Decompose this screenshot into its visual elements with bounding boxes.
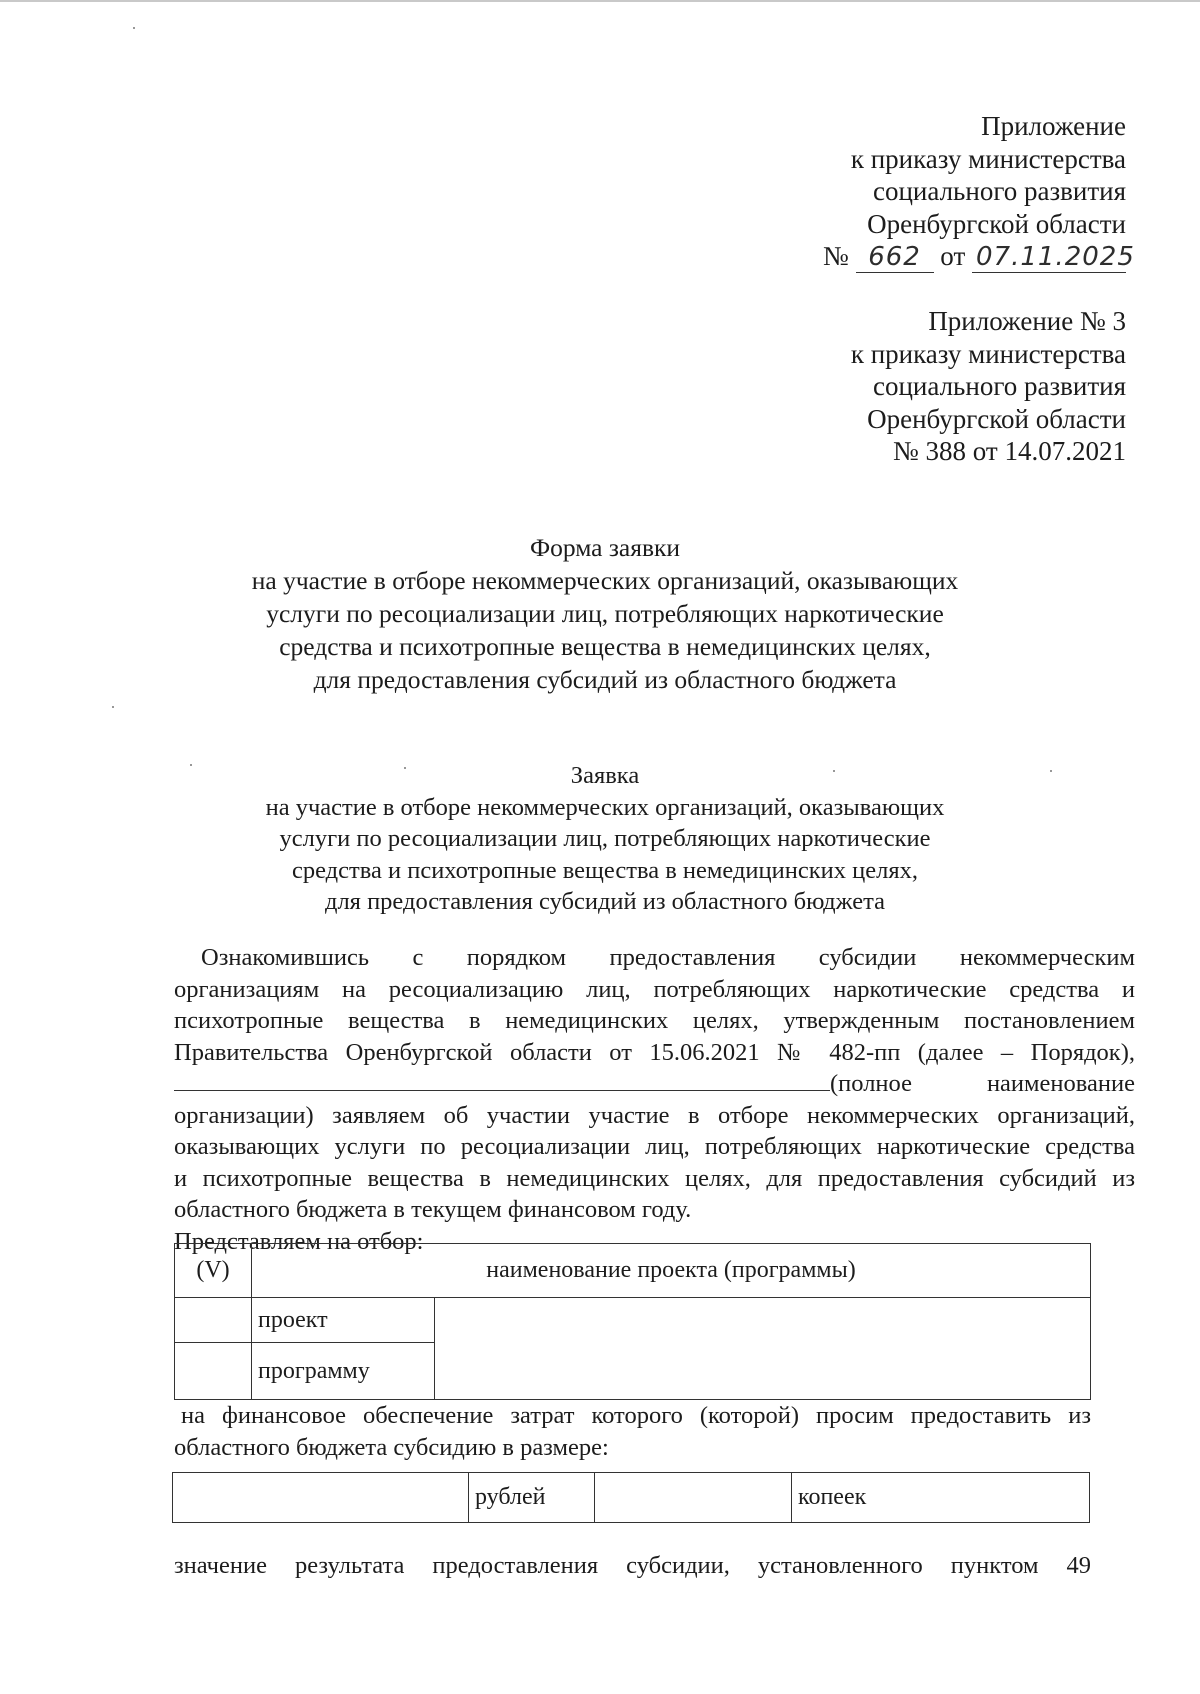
body-line: Ознакомившись с порядком предоставления субсидии некоммерческим — [201, 944, 1135, 971]
rubles-label: рублей — [469, 1473, 595, 1523]
appendix-title: Приложение № 3 — [928, 306, 1126, 336]
application-title-line: средства и психотропные вещества в немедицинских целях, — [292, 856, 918, 884]
project-table — [174, 1243, 1091, 1400]
scan-top-edge — [0, 0, 1200, 2]
appendix-current — [823, 110, 1135, 273]
body-line: организации) заявляем об участии участие в отборе некоммерческих организаций, — [174, 1101, 1135, 1129]
form-title-line: услуги по ресоциализации лиц, потребляющих наркотические — [266, 599, 944, 628]
application-title-line: для предоставления субсидий из областного бюджета — [324, 888, 885, 915]
scan-speck — [833, 770, 835, 772]
appendix-order-line: к приказу министерства — [850, 143, 1126, 174]
application-body — [174, 942, 1135, 1257]
appendix-title: Приложение — [981, 111, 1126, 141]
form-title-line: для предоставления субсидий из областного бюджета — [313, 665, 897, 694]
body-line: оказывающих услуги по ресоциализации лиц, потребляющих наркотические средства — [174, 1133, 1135, 1160]
form-title-line: средства и психотропные вещества в немедицинских целях, — [279, 632, 931, 661]
table-row — [175, 1298, 1091, 1343]
amount-table — [172, 1472, 1090, 1523]
appendix-ministry-line: социального развития — [872, 176, 1126, 206]
body-line: значение результата предоставления субсидии, установленного пунктом 49 — [174, 1552, 1091, 1579]
body-line: организациям на ресоциализацию лиц, потребляющих наркотические средства и — [174, 975, 1135, 1003]
appendix-order-line: к приказу министерства — [850, 338, 1126, 369]
check-column-header: (V) — [175, 1244, 252, 1298]
body-line: и психотропные вещества в немедицинских целях, для предоставления субсидий из — [174, 1164, 1135, 1192]
organization-name-blank[interactable] — [174, 1068, 830, 1091]
application-title-heading: Заявка — [570, 762, 640, 789]
rubles-amount-cell[interactable] — [173, 1473, 469, 1523]
body-line: Правительства Оренбургской области от 15.06.2021 № 482-пп (далее – Порядок), — [174, 1038, 1135, 1066]
application-title-line: услуги по ресоциализации лиц, потребляющих наркотические — [279, 825, 931, 852]
name-column-header: наименование проекта (программы) — [252, 1244, 1091, 1298]
application-title — [150, 760, 1060, 918]
handwritten-order-date: 07.11.2025 — [972, 242, 1126, 273]
number-sign: № — [823, 241, 849, 271]
project-name-cell[interactable] — [435, 1298, 1091, 1400]
organization-name-line — [174, 1068, 1135, 1100]
organization-name-hint: (полное наименование — [830, 1070, 1135, 1097]
scan-speck — [190, 764, 192, 766]
appendix-region-line: Оренбургской области — [867, 208, 1126, 239]
amount-row — [173, 1473, 1090, 1523]
project-label-cell: проект — [252, 1298, 435, 1343]
program-check-cell[interactable] — [175, 1343, 252, 1400]
body-line: психотропные вещества в немедицинских целях, утвержденным постановлением — [174, 1007, 1135, 1034]
scan-speck — [133, 27, 135, 29]
date-prefix: от — [940, 241, 966, 271]
scan-speck — [1050, 770, 1052, 772]
appendix-region-line: Оренбургской области — [867, 403, 1126, 434]
form-title — [150, 531, 1060, 696]
body-line: на финансовое обеспечение затрат которого (которой) просим предоставить из — [181, 1402, 1091, 1429]
form-title-line: на участие в отборе некоммерческих организаций, оказывающих — [251, 566, 959, 595]
submission-label: Представляем на отбор: — [174, 1227, 424, 1255]
form-title-heading: Форма заявки — [529, 533, 681, 562]
project-check-cell[interactable] — [175, 1298, 252, 1343]
appendix-previous — [851, 305, 1126, 468]
table-header-row — [175, 1244, 1091, 1298]
program-label-cell: программу — [252, 1343, 435, 1400]
appendix-number-date-line: № 388 от 14.07.2021 — [893, 436, 1126, 466]
application-title-line: на участие в отборе некоммерческих организаций, оказывающих — [265, 793, 945, 821]
appendix-ministry-line: социального развития — [872, 371, 1126, 401]
body-line: областного бюджета в текущем финансовом году. — [174, 1196, 692, 1223]
scan-speck — [404, 767, 406, 769]
body-line: областного бюджета субсидию в размере: — [174, 1433, 609, 1461]
handwritten-order-number: 662 — [856, 242, 934, 273]
subsidy-request-text — [174, 1400, 1091, 1463]
appendix-number-date-line — [823, 240, 1135, 273]
kopecks-amount-cell[interactable] — [595, 1473, 792, 1523]
scan-speck — [112, 706, 114, 708]
kopecks-label: копеек — [792, 1473, 1090, 1523]
